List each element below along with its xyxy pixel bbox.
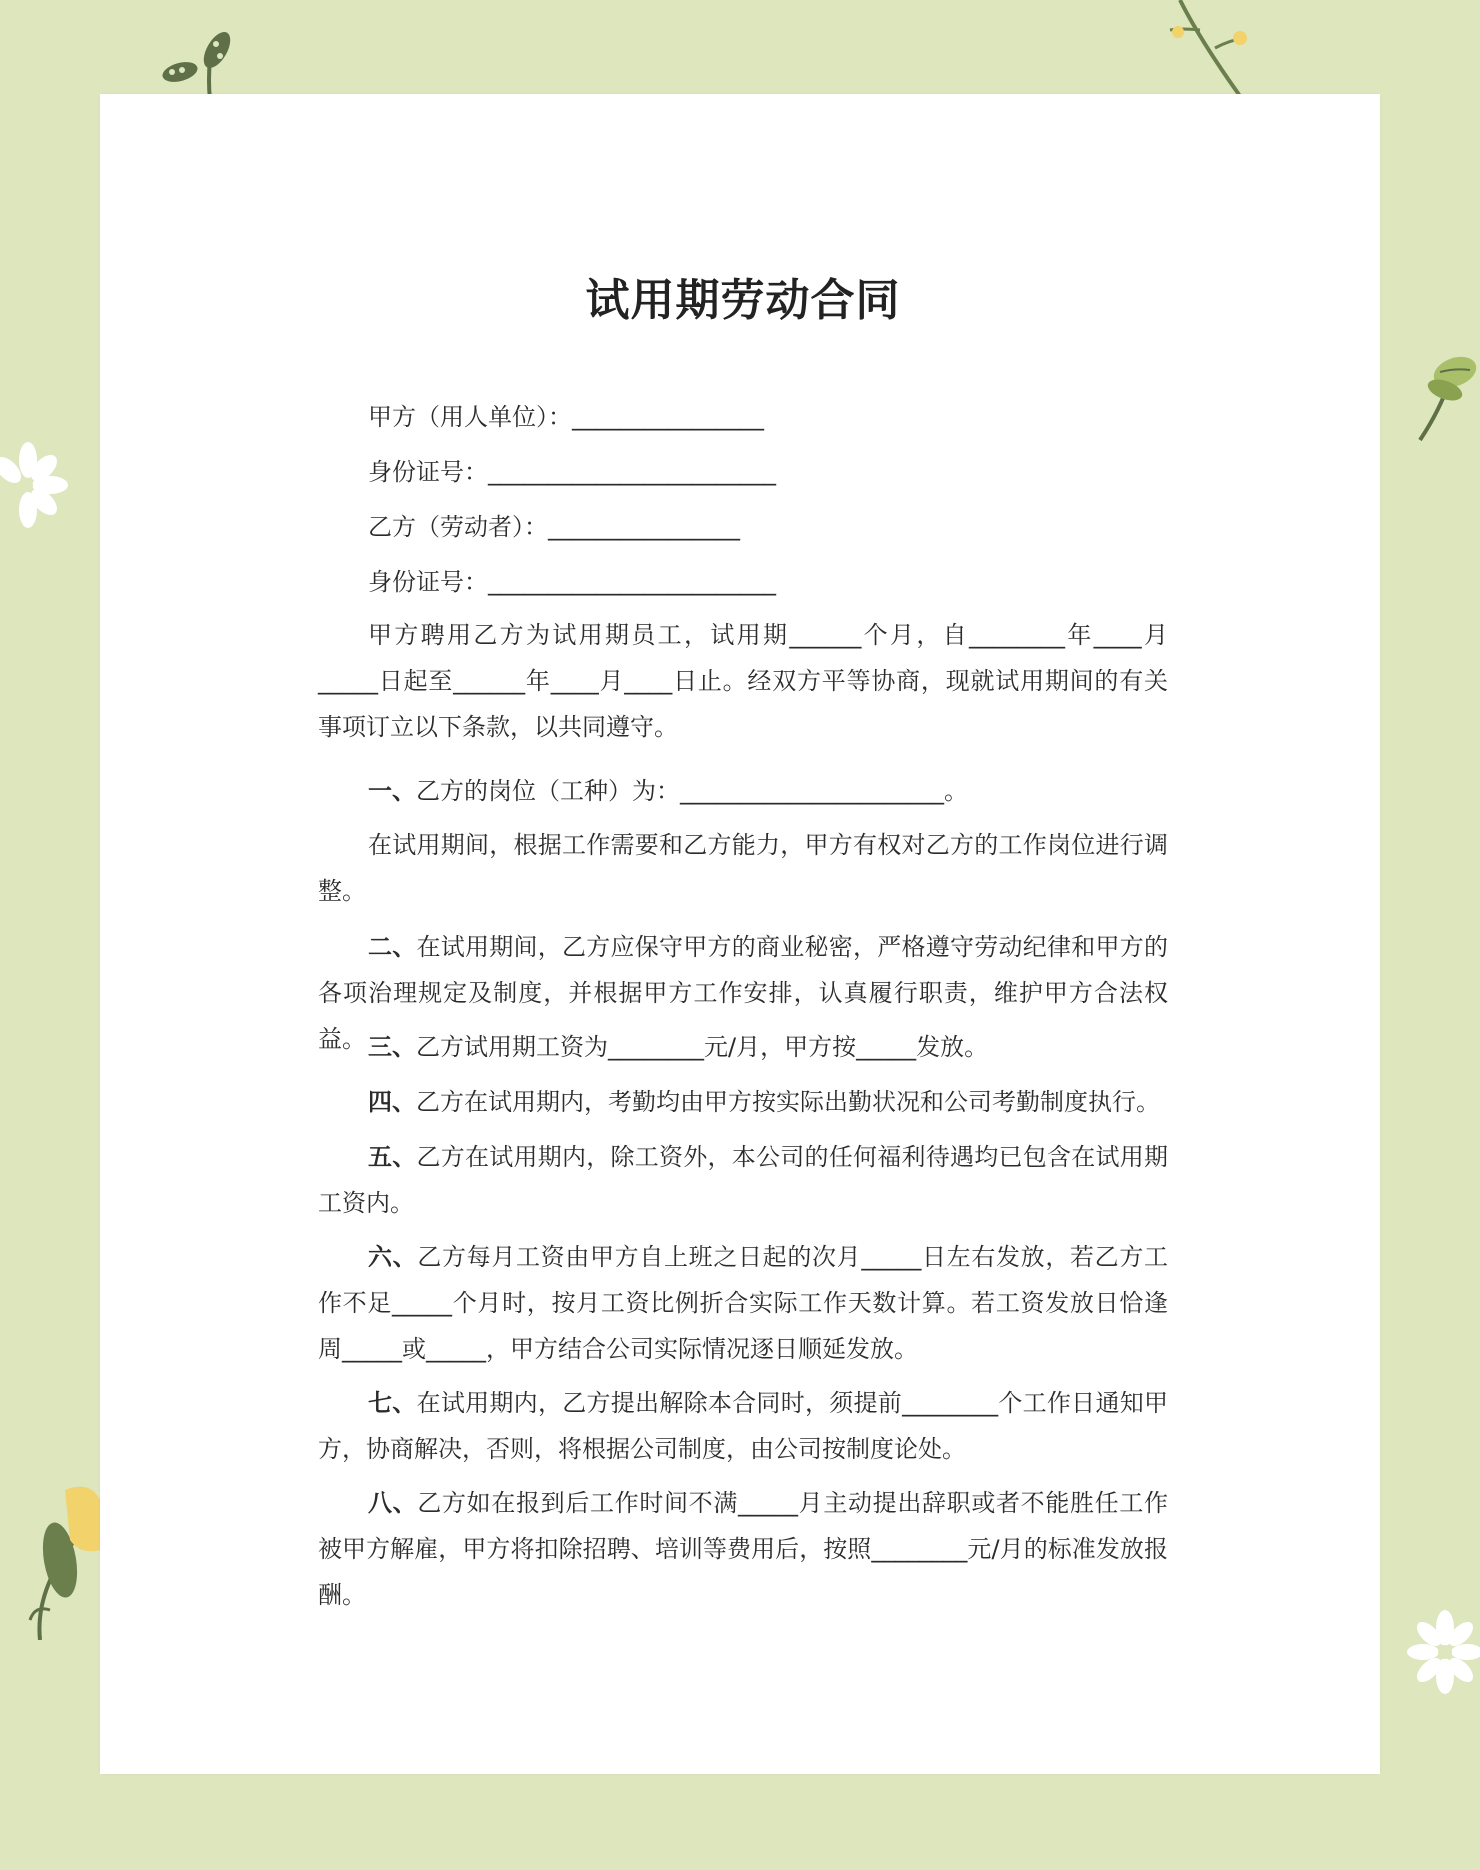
clause-7-text: 在试用期内，乙方提出解除本合同时，须提前________个工作日通知甲方，协商解决，否则，将根据公司制度，由公司按制度论处。 — [318, 1389, 1169, 1463]
clause-8-text: 乙方如在报到后工作时间不满_____月主动提出辞职或者不能胜任工作被甲方解雇，甲方将扣除招聘、培训等费用后，按照________元/月的标准发放报酬。 — [318, 1489, 1169, 1609]
clause-5 — [318, 1134, 1168, 1226]
party-a-label: 甲方（用人单位）： — [368, 403, 572, 431]
party-b-id-blank: ________________________ — [488, 568, 776, 596]
document-title: 试用期劳动合同 — [585, 275, 901, 326]
document-page — [100, 94, 1380, 1774]
intro-paragraph: 甲方聘用乙方为试用期员工，试用期______个月，自________年____月_____日起至______年____月____日止。经双方平等协商，现就试用期间的有关事项订立以下条款，以共同遵守。 — [318, 621, 1168, 741]
clause-1-note-text: 在试用期间，根据工作需要和乙方能力，甲方有权对乙方的工作岗位进行调整。 — [318, 831, 1168, 905]
clause-5-number: 五、 — [368, 1143, 417, 1171]
party-a-field — [368, 402, 764, 432]
white-daisy-icon — [1405, 1610, 1480, 1695]
clause-4-text: 乙方在试用期内，考勤均由甲方按实际出勤状况和公司考勤制度执行。 — [416, 1088, 1160, 1116]
clause-3 — [318, 1024, 1168, 1070]
clause-3-number: 三、 — [368, 1033, 416, 1061]
clause-6 — [318, 1234, 1168, 1372]
party-b-id-label: 身份证号： — [368, 568, 488, 596]
white-flower-icon — [0, 440, 70, 530]
party-b-blank: ________________ — [548, 513, 740, 541]
clause-6-text: 乙方每月工资由甲方自上班之日起的次月_____日左右发放，若乙方工作不足_____个月时，按月工资比例折合实际工作天数计算。若工资发放日恰逢周_____或_____，甲方结合公司实际情况逐日顺延发放。 — [318, 1243, 1169, 1363]
branch-berries-icon — [1160, 0, 1280, 96]
party-a-id-field — [368, 457, 776, 487]
clause-7-number: 七、 — [368, 1389, 417, 1417]
party-a-blank: ________________ — [572, 403, 764, 431]
clause-3-text: 乙方试用期工资为________元/月，甲方按_____发放。 — [416, 1033, 989, 1061]
clause-8-number: 八、 — [368, 1489, 418, 1517]
party-b-label: 乙方（劳动者）： — [368, 513, 548, 541]
clause-1-note — [318, 822, 1168, 914]
party-b-field — [368, 512, 740, 542]
clause-4-number: 四、 — [368, 1088, 416, 1116]
party-a-id-blank: ________________________ — [488, 458, 776, 486]
clause-4 — [318, 1079, 1168, 1125]
tulip-icon — [20, 1470, 100, 1640]
party-a-id-label: 身份证号： — [368, 458, 488, 486]
clause-1-text: 乙方的岗位（工种）为：______________________。 — [416, 777, 968, 805]
clause-2-number: 二、 — [368, 933, 417, 961]
party-b-id-field — [368, 567, 776, 597]
clause-8 — [318, 1480, 1168, 1618]
sprout-icon — [150, 30, 240, 100]
clause-1-number: 一、 — [368, 777, 416, 805]
leaf-sprig-icon — [1400, 340, 1480, 450]
clause-7 — [318, 1380, 1168, 1472]
clause-1 — [318, 768, 1168, 814]
clause-2-text: 在试用期间，乙方应保守甲方的商业秘密，严格遵守劳动纪律和甲方的各项治理规定及制度，并根据甲方工作安排，认真履行职责，维护甲方合法权益。 — [318, 933, 1168, 1053]
clause-5-text: 乙方在试用期内，除工资外，本公司的任何福利待遇均已包含在试用期工资内。 — [318, 1143, 1168, 1217]
clause-6-number: 六、 — [368, 1243, 418, 1271]
